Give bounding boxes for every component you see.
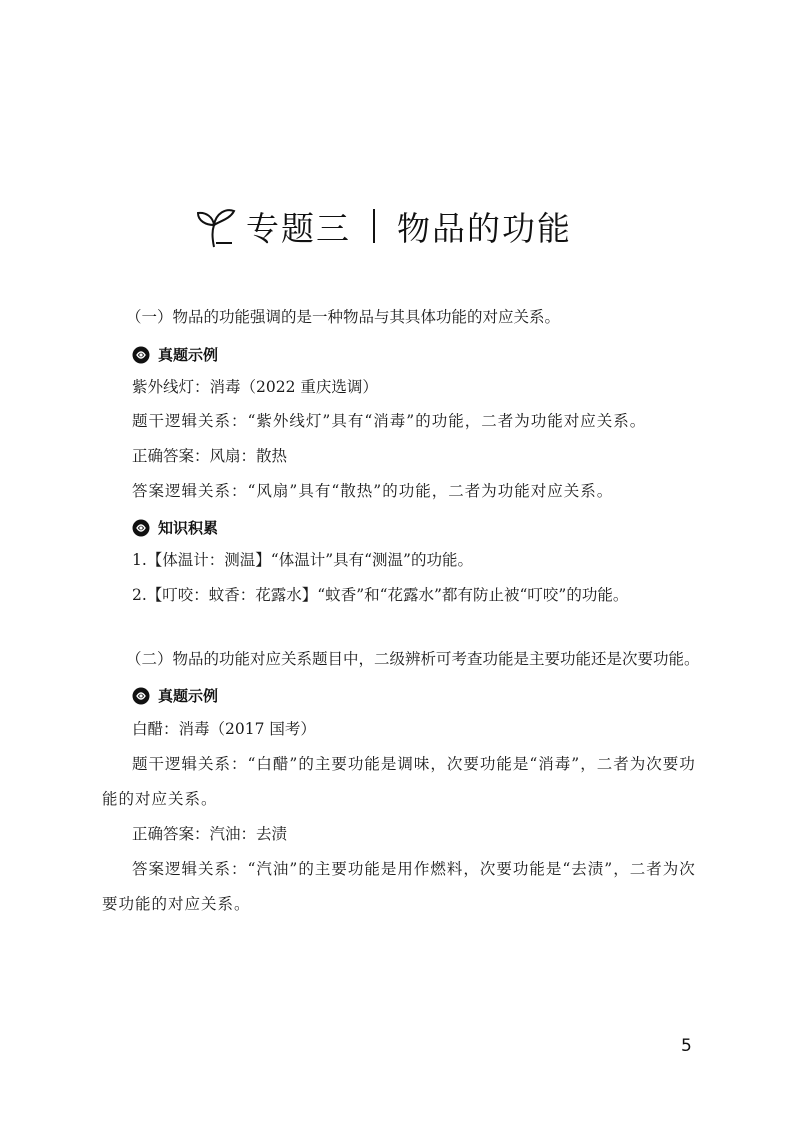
section2-answer-logic-line2: 要功能的对应关系。 — [102, 895, 251, 913]
section1-answer: 正确答案：风扇：散热 — [132, 447, 288, 465]
section1-stem-logic: 题干逻辑关系：“紫外线灯”具有“消毒”的功能，二者为功能对应关系。 — [132, 412, 647, 430]
section1-knowledge-label — [132, 517, 218, 538]
section2-question: 白醋：消毒（2017 国考） — [132, 720, 316, 738]
ornament-icon — [132, 519, 150, 537]
section2-stem-logic-line2: 能的对应关系。 — [102, 790, 218, 808]
knowledge-item: 2.【叮咬：蚊香：花露水】“蚊香”和“花露水”都有防止被“叮咬”的功能。 — [132, 586, 629, 604]
section2-heading: （二）物品的功能对应关系题目中，二级辨析可考查功能是主要功能还是次要功能。 — [126, 650, 700, 668]
ornament-icon — [132, 346, 150, 364]
sprout-icon — [192, 203, 238, 249]
section1-example-label — [132, 344, 218, 365]
section1-question: 紫外线灯：消毒（2022 重庆选调） — [132, 378, 378, 396]
page-number: 5 — [681, 1036, 692, 1056]
section1-example-text: 真题示例 — [158, 346, 219, 364]
title-name: 物品的功能 — [397, 208, 572, 248]
title-topic: 专题三 — [246, 208, 351, 248]
ornament-icon — [132, 687, 150, 705]
section1-heading: （一）物品的功能强调的是一种物品与其具体功能的对应关系。 — [126, 308, 561, 326]
section2-example-text: 真题示例 — [158, 687, 219, 705]
knowledge-item: 1.【体温计：测温】“体温计”具有“测温”的功能。 — [132, 551, 473, 569]
section2-stem-logic-line1: 题干逻辑关系：“白醋”的主要功能是调味，次要功能是“消毒”，二者为次要功 — [132, 755, 696, 773]
section2-answer-logic-line1: 答案逻辑关系：“汽油”的主要功能是用作燃料，次要功能是“去渍”，二者为次 — [132, 860, 696, 878]
section1-answer-logic: 答案逻辑关系：“风扇”具有“散热”的功能，二者为功能对应关系。 — [132, 482, 614, 500]
section2-answer: 正确答案：汽油：去渍 — [132, 825, 288, 843]
page-title — [192, 198, 572, 254]
title-divider — [373, 209, 375, 243]
section2-example-label — [132, 685, 218, 706]
section1-knowledge-text: 知识积累 — [158, 519, 219, 537]
